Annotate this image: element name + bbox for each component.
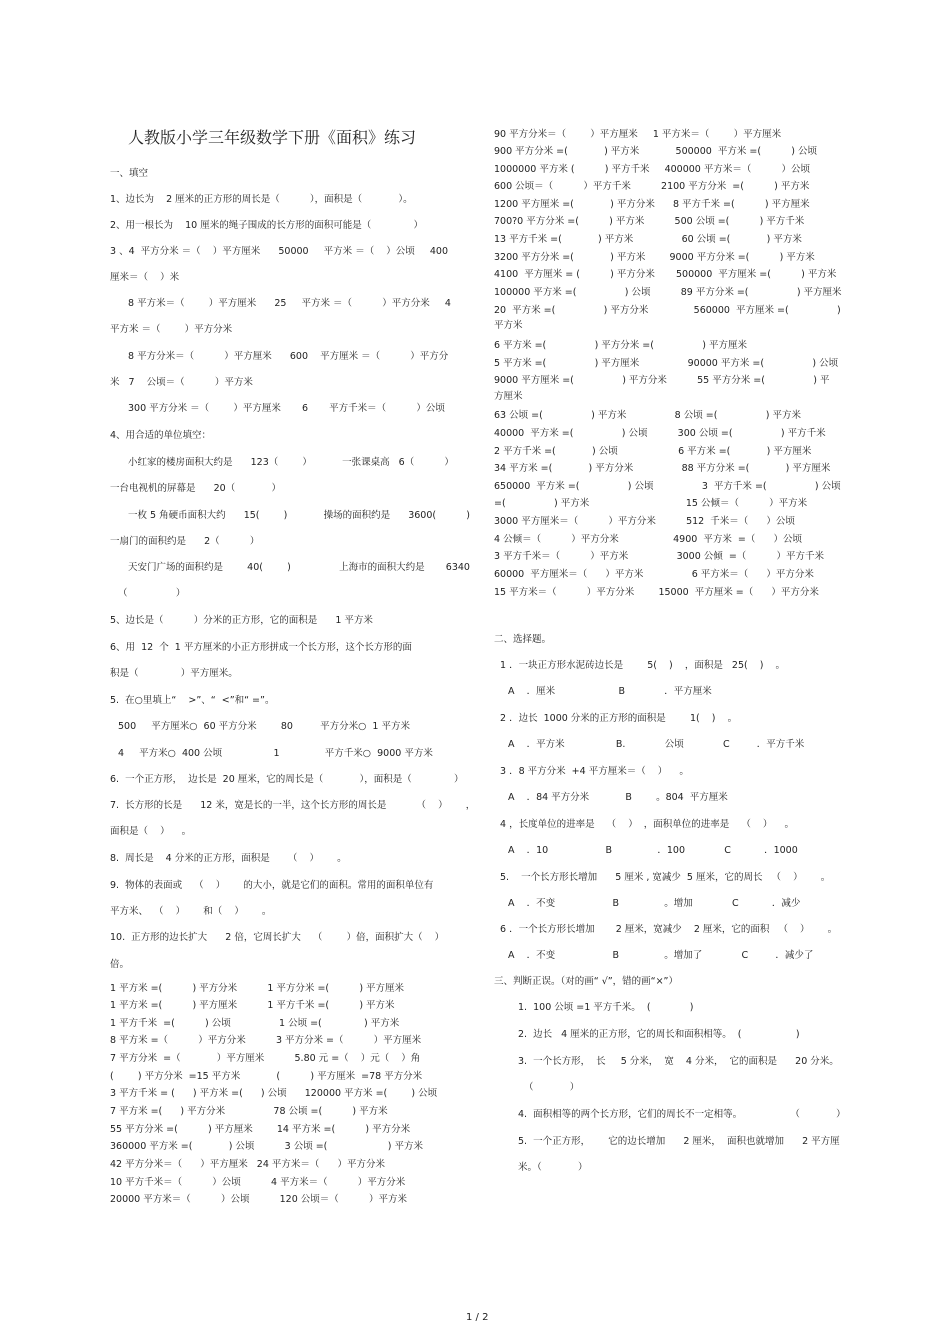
left-line: 一、填空 [110, 168, 149, 179]
left-line: 10 平方千米＝（ ）公顷 4 平方米＝（ ）平方分米 [110, 1177, 406, 1188]
left-line: 积是（ ）平方厘米。 [110, 668, 238, 679]
right-line: 40000 平方米 =( ) 公顷 300 公顷 =( ) 平方千米 [494, 428, 826, 439]
right-line: 13 平方千米 =( ) 平方米 60 公顷 =( ) 平方米 [494, 234, 802, 245]
right-line: A ．10 B ．100 C ．1000 [508, 845, 798, 856]
right-line: 34 平方米 =( ) 平方分米 88 平方分米 =( ) 平方厘米 [494, 463, 831, 474]
left-line: 厘米＝（ ）米 [110, 272, 180, 283]
left-line: 20000 平方米＝（ ）公顷 120 公顷＝（ ）平方米 [110, 1194, 407, 1205]
left-line: （ ） [118, 588, 186, 599]
right-line: 1 ．一块正方形水泥砖边长是 5( ) ，面积是 25( ) 。 [500, 660, 786, 671]
right-line: A ．厘米 B ．平方厘米 [508, 686, 712, 697]
right-line: 15 平方米＝（ ）平方分米 15000 平方厘米 =（ ）平方分米 [494, 587, 819, 598]
left-line: 8. 周长是 4 分米的正方形，面积是 （ ） 。 [110, 853, 347, 864]
left-line: 6、用 12 个 1 平方厘米的小正方形拼成一个长方形，这个长方形的面 [110, 642, 412, 653]
left-line: 一扇门的面积约是 2（ ） [110, 536, 260, 547]
left-line: 7 平方分米 =（ ）平方厘米 5.80 元 =（ ）元（ ）角 [110, 1053, 421, 1064]
right-line: 5. 一个长方形长增加 5 厘米 , 宽减少 5 厘米，它的周长 （ ） 。 [500, 872, 831, 883]
left-line: 6. 一个正方形， 边长是 20 厘米，它的周长是（ ），面积是（ ） [110, 774, 464, 785]
right-line: 600 公顷＝（ ）平方千米 2100 平方分米 =( ) 平方米 [494, 181, 810, 192]
left-line: 平方米 ＝（ ）平方分米 [110, 324, 233, 335]
right-line: 9000 平方厘米 =( ) 平方分米 55 平方分米 =( ) 平 [494, 375, 830, 386]
right-line: 100000 平方米 =( ) 公顷 89 平方分米 =( ) 平方厘米 [494, 287, 842, 298]
right-line: 1200 平方厘米 =( ) 平方分米 8 平方千米 =( ) 平方厘米 [494, 199, 810, 210]
left-line: 8 平方分米＝（ ）平方厘米 600 平方厘米 ＝（ ）平方分 [128, 351, 449, 362]
right-line: 900 平方分米 =( ) 平方米 500000 平方米 =( ) 公顷 [494, 146, 817, 157]
right-line: A ．不变 B 。增加 C ．减少 [508, 898, 801, 909]
left-line: 42 平方分米＝（ ）平方厘米 24 平方米＝（ ）平方分米 [110, 1159, 386, 1170]
right-line: 1000000 平方米 ( ) 平方千米 400000 平方米＝（ ）公顷 [494, 164, 811, 175]
left-line: 300 平方分米 ＝（ ）平方厘米 6 平方千米＝（ ）公顷 [128, 403, 445, 414]
left-line: 9. 物体的表面或 （ ） 的大小，就是它们的面积。常用的面积单位有 [110, 880, 434, 891]
right-line: （ ） [524, 1082, 580, 1093]
left-line: 米 7 公顷＝（ ）平方米 [110, 377, 253, 388]
right-line: 3000 平方厘米＝（ ）平方分米 512 千米＝（ ）公顷 [494, 516, 795, 527]
right-line: 20 平方米 =( ) 平方分米 560000 平方厘米 =( ) [494, 305, 841, 316]
right-line: 5. 一个正方形， 它的边长增加 2 厘米， 面积也就增加 2 平方厘 [518, 1136, 840, 1147]
left-line: 1、边长为 2 厘米的正方形的周长是（ ），面积是（ ）。 [110, 194, 413, 205]
left-line: 55 平方分米 =( ) 平方厘米 14 平方米 =( ) 平方分米 [110, 1124, 411, 1135]
left-line: 3 平方千米 = ( ) 平方米 =( ) 公顷 120000 平方米 =( ) 公顷 [110, 1088, 438, 1099]
right-line: 米。（ ） [518, 1162, 588, 1173]
right-line: A ．平方米 B. 公顷 C ．平方千米 [508, 739, 805, 750]
left-line: 7 平方米 =( ) 平方分米 78 公顷 =( ) 平方米 [110, 1106, 388, 1117]
left-line: 1 平方米 =( ) 平方分米 1 平方分米 =( ) 平方厘米 [110, 983, 405, 994]
right-line: 2 平方千米 =( ) 公顷 6 平方米 =( ) 平方厘米 [494, 446, 812, 457]
right-line: 60000 平方厘米＝（ ）平方米 6 平方米＝（ ）平方分米 [494, 569, 814, 580]
left-line: 10. 正方形的边长扩大 2 倍，它周长扩大 （ ）倍，面积扩大（ ） [110, 932, 445, 943]
right-line: 2. 边长 4 厘米的正方形，它的周长和面积相等。 ( ) [518, 1029, 800, 1040]
left-line: 平方米、 （ ） 和（ ） 。 [110, 906, 272, 917]
right-line: 4. 面积相等的两个长方形，它们的周长不一定相等。 （ ） [518, 1109, 846, 1120]
right-line: 2 ．边长 1000 分米的正方形的面积是 1( ) 。 [500, 713, 738, 724]
left-line: 4 平方米○ 400 公顷 1 平方千米○ 9000 平方米 [118, 748, 433, 759]
left-line: 500 平方厘米○ 60 平方分米 80 平方分米○ 1 平方米 [118, 721, 410, 732]
left-line: 5. 在○里填上“ >”、“ <”和“ =”。 [110, 695, 275, 706]
right-line: 6 平方米 =( ) 平方分米 =( ) 平方厘米 [494, 340, 748, 351]
left-line: 天安门广场的面积约是 40( ) 上海市的面积大约是 6340 [128, 562, 470, 573]
left-line: 一台电视机的屏幕是 20（ ） [110, 483, 281, 494]
right-line: 方厘米 [494, 391, 523, 402]
right-line: 90 平方分米＝（ ）平方厘米 1 平方米＝（ ）平方厘米 [494, 129, 782, 140]
right-line: 三、判断正误。（对的画“ √”，错的画“×”） [494, 976, 678, 987]
right-line: 3200 平方分米 =( ) 平方米 9000 平方分米 =( ) 平方米 [494, 252, 815, 263]
page-number: 1 / 2 [466, 1312, 489, 1323]
left-line: 7. 长方形的长是 12 米，宽是长的一半，这个长方形的周长是 （ ） ， [110, 800, 476, 811]
left-line: 面积是（ ） 。 [110, 826, 192, 837]
right-line: 平方米 [494, 320, 523, 331]
right-line: 5 平方米 =( ) 平方厘米 90000 平方米 =( ) 公顷 [494, 358, 839, 369]
left-line: 4、用合适的单位填空： [110, 430, 212, 441]
right-line: 3. 一个长方形， 长 5 分米， 宽 4 分米， 它的面积是 20 分米。 [518, 1056, 839, 1067]
right-line: =( ) 平方米 15 公倾＝（ ）平方米 [494, 498, 808, 509]
left-line: 3 、4 平方分米 ＝（ ）平方厘米 50000 平方米 ＝（ ）公顷 400 [110, 246, 449, 257]
right-line: A ．不变 B 。增加了 C ．减少了 [508, 950, 814, 961]
left-line: 倍。 [110, 959, 130, 970]
left-line: 8 平方米 =（ ）平方分米 3 平方分米 =（ ）平方厘米 [110, 1035, 422, 1046]
left-line: 5、边长是（ ）分米的正方形，它的面积是 1 平方米 [110, 615, 373, 626]
left-line: 1 平方米 =( ) 平方厘米 1 平方千米 =( ) 平方米 [110, 1000, 395, 1011]
left-line: 2、用一根长为 10 厘米的绳子围成的长方形的面积可能是（ ） [110, 220, 424, 231]
right-line: 4100 平方厘米 = ( ) 平方分米 500000 平方厘米 =( ) 平方米 [494, 269, 837, 280]
right-line: 700?0 平方分米 =( ) 平方米 500 公顷 =( ) 平方千米 [494, 216, 805, 227]
right-line: 1. 100 公顷 =1 平方千米。 ( ) [518, 1002, 694, 1013]
right-line: 3 ．8 平方分米 +4 平方厘米＝（ ） 。 [500, 766, 689, 777]
left-line: 小红家的楼房面积大约是 123（ ） 一张课桌高 6（ ） [128, 457, 454, 468]
left-line: 360000 平方米 =( ) 公顷 3 公顷 =( ) 平方米 [110, 1141, 424, 1152]
right-line: 6 ．一个长方形长增加 2 厘米，宽减少 2 厘米，它的面积 （ ） 。 [500, 924, 838, 935]
right-line: 63 公顷 =( ) 平方米 8 公顷 =( ) 平方米 [494, 410, 801, 421]
right-line: A ．84 平方分米 B 。804 平方厘米 [508, 792, 728, 803]
right-line: 二、选择题。 [494, 634, 552, 645]
right-line: 650000 平方米 =( ) 公顷 3 平方千米 =( ) 公顷 [494, 481, 841, 492]
right-line: 4 公倾＝（ ）平方分米 4900 平方米 =（ ）公顷 [494, 534, 802, 545]
left-line: ( ) 平方分米 =15 平方米 ( ) 平方厘米 =78 平方分米 [110, 1071, 423, 1082]
left-line: 8 平方米＝（ ）平方厘米 25 平方米 ＝（ ）平方分米 4 [128, 298, 451, 309]
left-line: 1 平方千米 =( ) 公顷 1 公顷 =( ) 平方米 [110, 1018, 400, 1029]
page-title: 人教版小学三年级数学下册《面积》练习 [128, 128, 417, 147]
left-line: 一枚 5 角硬币面积大约 15( ) 操场的面积约是 3600( ) [128, 510, 471, 521]
right-line: 4 ，长度单位的进率是 （ ） ，面积单位的进率是 （ ） 。 [500, 819, 794, 830]
right-line: 3 平方千米＝（ ）平方米 3000 公倾 =（ ）平方千米 [494, 551, 824, 562]
